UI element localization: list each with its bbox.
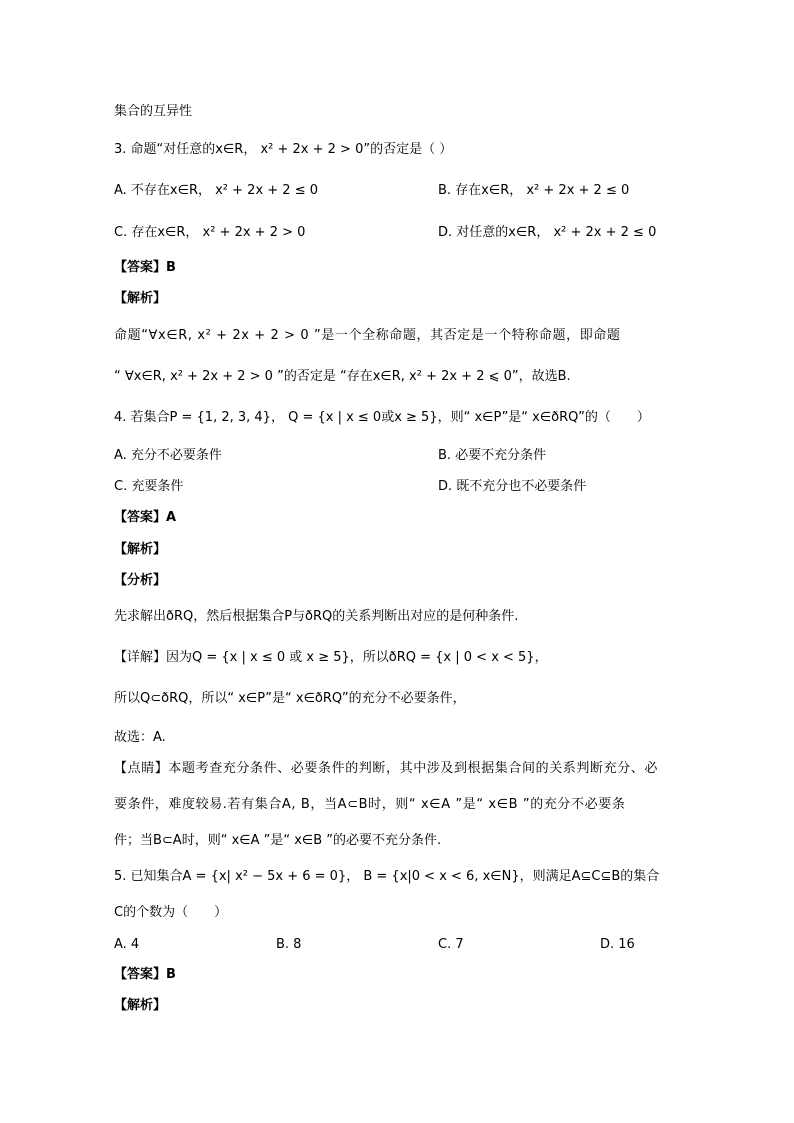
- option-4a: A. 充分不必要条件: [114, 448, 222, 463]
- note-4-line2: 要条件，难度较易.若有集合A, B，当A⊂B时，则“ x∈A ”是“ x∈B ”的充分不必要条: [114, 797, 626, 812]
- option-5d: D. 16: [600, 937, 635, 952]
- note-4-line3: 件；当B⊂A时，则“ x∈A ”是“ x∈B ”的必要不充分条件.: [114, 833, 442, 848]
- option-5a: A. 4: [114, 937, 140, 952]
- question-5-line2: C的个数为（ ）: [114, 905, 228, 920]
- analysis-label-5: 【解析】: [114, 998, 167, 1013]
- detail-4-line2: 所以Q⊂ðRQ，所以“ x∈P”是“ x∈ðRQ”的充分不必要条件，: [114, 691, 466, 706]
- conclusion-4: 故选：A.: [114, 730, 166, 745]
- option-3d: D. 对任意的x∈R， x² + 2x + 2 ≤ 0: [438, 225, 657, 240]
- detail-4-line1: 【详解】因为Q = {x | x ≤ 0 或 x ≥ 5}，所以ðRQ = {x | 0 < x < 5}，: [114, 650, 548, 665]
- option-3a: A. 不存在x∈R， x² + 2x + 2 ≤ 0: [114, 183, 318, 198]
- answer-5: 【答案】B: [114, 967, 176, 982]
- option-3b: B. 存在x∈R， x² + 2x + 2 ≤ 0: [438, 183, 630, 198]
- question-3: 3. 命题“对任意的x∈R， x² + 2x + 2 > 0”的否定是（ ）: [114, 142, 453, 157]
- analysis-label-3: 【解析】: [114, 291, 167, 306]
- analysis-heading-4: 【分析】: [114, 573, 167, 588]
- analysis-label-4: 【解析】: [114, 542, 167, 557]
- text-line: 集合的互异性: [114, 104, 193, 119]
- question-5-line1: 5. 已知集合A = {x| x² − 5x + 6 = 0}， B = {x|0 < x < 6, x∈N}，则满足A⊆C⊆B的集合: [114, 869, 660, 884]
- option-3c: C. 存在x∈R， x² + 2x + 2 > 0: [114, 225, 306, 240]
- analysis-text-4: 先求解出ðRQ，然后根据集合P与ðRQ的关系判断出对应的是何种条件.: [114, 609, 519, 624]
- question-4: 4. 若集合P = {1, 2, 3, 4}， Q = {x | x ≤ 0或x ≥ 5}，则“ x∈P”是“ x∈ð​RQ”的（ ）: [114, 410, 650, 425]
- explanation-3-line1: 命题“∀x∈R, x² + 2x + 2 > 0 ”是一个全称命题，其否定是一个特称命题，即命题: [114, 328, 621, 343]
- option-4b: B. 必要不充分条件: [438, 448, 547, 463]
- explanation-3-line2: “ ∀x∈R, x² + 2x + 2 > 0 ”的否定是 “存在x∈R, x² + 2x + 2 ⩽ 0”，故选B.: [114, 369, 571, 384]
- answer-3: 【答案】B: [114, 260, 176, 275]
- answer-4: 【答案】A: [114, 510, 177, 525]
- note-4-line1: 【点睛】本题考查充分条件、必要条件的判断，其中涉及到根据集合间的关系判断充分、必: [114, 761, 659, 776]
- option-4d: D. 既不充分也不必要条件: [438, 479, 587, 494]
- option-5c: C. 7: [438, 937, 464, 952]
- option-4c: C. 充要条件: [114, 479, 184, 494]
- option-5b: B. 8: [276, 937, 302, 952]
